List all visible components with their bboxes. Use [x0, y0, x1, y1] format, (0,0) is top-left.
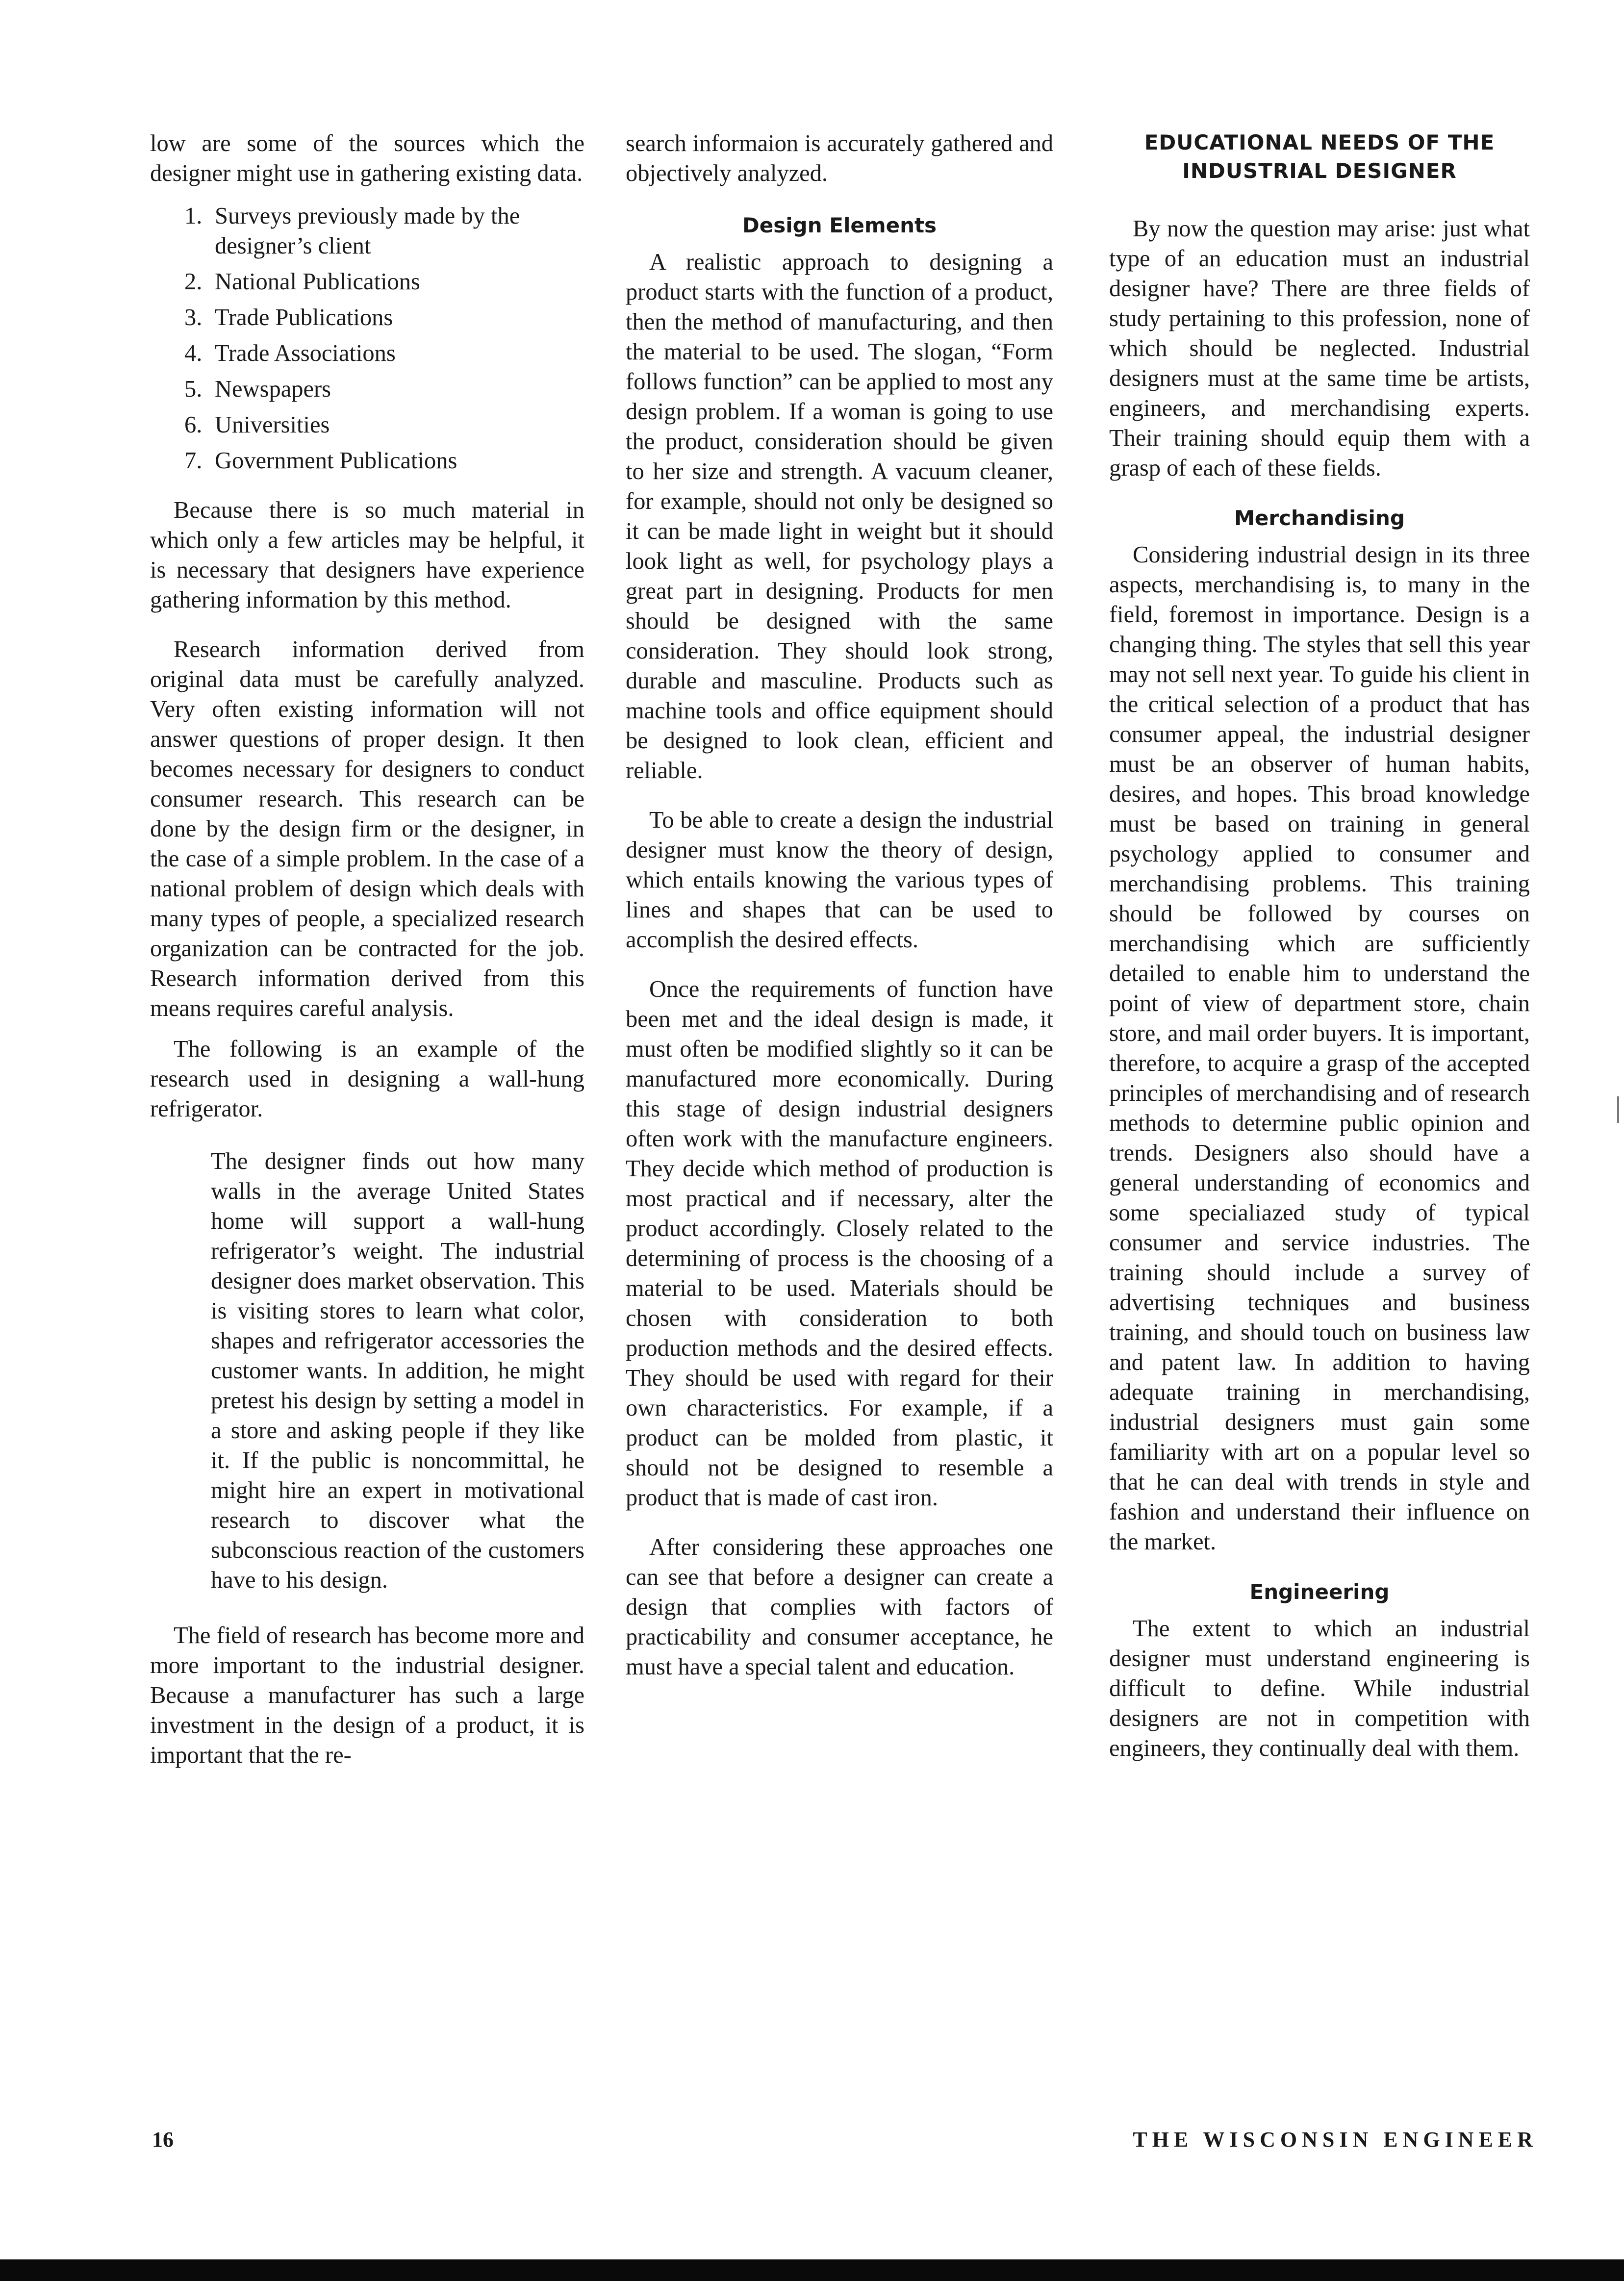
list-number: 3. [184, 304, 203, 330]
paragraph: Research information derived from original data must be carefully analyzed. Very often existing information will not answer questions of proper design. It then becomes necessary for designers to conduct consumer research. This research can be done by the design firm or the designer, in the case of a simple problem. In the case of a national problem of design which deals with many types of people, a specialized research organization can be contracted for the job. Research information derived from this means requires careful analysis. [150, 636, 584, 1021]
list-item [184, 446, 584, 476]
list-number: 6. [184, 412, 203, 438]
publication-title: THE WISCONSIN ENGINEER [1133, 2128, 1538, 2152]
section-heading-merchandising: Merchandising [1234, 506, 1405, 530]
paragraph: The field of research has become more and more important to the industrial designer. Because a manufacturer has such a large investment in the design of a product, it is important that the re- [150, 1622, 584, 1768]
paragraph: Considering industrial design in its three aspects, merchandising is, to many in the field, foremost in importance. Design is a changing thing. The styles that sell this year may not sell next year. To guide his client in the critical selection of a product that has consumer appeal, the industrial designer must be an observer of human habits, desires, and hopes. This broad knowledge must be based on training in general psychology applied to consumer and merchandising problems. This training should be followed by courses on merchandising which are sufficiently detailed to enable him to understand the point of view of department store, chain store, and mail order buyers. It is important, therefore, to acquire a grasp of the accepted principles of merchandising and of research methods to determine public opinion and trends. Designers also should have a general understanding of economics and some specialiazed study of typical consumer and service industries. The training should include a survey of advertising techniques and business training, and should touch on business law and patent law. In addition to having adequate training in merchandising, industrial designers must gain some familiarity with art on a popular level so that he can deal with trends in style and fashion and understand their influence on the market. [1109, 542, 1530, 1555]
list-number: 2. [184, 269, 203, 295]
paragraph-intro: low are some of the sources which the designer might use in gathering existing data. [150, 130, 584, 186]
list-item [184, 410, 584, 440]
paragraph: A realistic approach to designing a product starts with the function of a product, then the method of manufacturing, and then the material to be used. The slogan, “Form follows function” can be applied to most any design problem. If a woman is going to use the product, consideration should be given to her size and strength. A vacuum cleaner, for example, should not only be designed so it can be made light in weight but it should look light as well, for psychology plays a great part in designing. Products for men should be designed with the same consideration. They should look strong, durable and masculine. Products such as machine tools and office equipment should be designed to look clean, efficient and reliable. [626, 249, 1053, 784]
list-item [184, 267, 584, 297]
paragraph: Once the requirements of function have been met and the ideal design is made, it must often be modified slightly so it can be manufactured more economically. During this stage of design industrial designers often work with the manufacture engineers. They decide which method of production is most practical and if necessary, alter the product accordingly. Closely related to the determining of process is the choosing of a material to be used. Materials should be chosen with consideration to both production methods and the desired effects. They should be used with regard for their own characteristics. For example, if a product can be molded from plastic, it should not be designed to resemble a product that is made of cast iron. [626, 976, 1053, 1511]
list-text: Newspapers [215, 376, 331, 402]
list-number: 7. [184, 448, 203, 474]
article-section-title: EDUCATIONAL NEEDS OF THE INDUSTRIAL DESIGNER [1144, 130, 1495, 183]
paragraph: To be able to create a design the industrial designer must know the theory of design, which entails knowing the various types of lines and shapes that can be used to accomplish the desired effects. [626, 807, 1053, 953]
list-item [184, 201, 584, 261]
list-item [184, 374, 584, 404]
section-heading-engineering: Engineering [1249, 1580, 1390, 1604]
list-text: Government Publications [215, 448, 457, 474]
list-text: Trade Associations [215, 340, 396, 366]
column-left [150, 128, 584, 1790]
page-number: 16 [152, 2128, 174, 2152]
list-item [184, 303, 584, 332]
list-number: 1. [184, 203, 203, 229]
sources-list [150, 201, 584, 476]
scan-bottom-border [0, 2259, 1624, 2281]
list-number: 4. [184, 340, 203, 366]
paragraph: By now the question may arise: just what type of an education must an industrial designer have? There are three fields of study pertaining to this profession, none of which should be neglected. Industrial designers must at the same time be artists, engineers, and merchandising experts. Their training should equip them with a grasp of each of these fields. [1109, 216, 1530, 481]
paragraph: The following is an example of the research used in designing a wall-hung refrigerator. [150, 1036, 584, 1122]
list-text: Universities [215, 412, 330, 438]
list-item [184, 338, 584, 368]
list-text: Trade Publications [215, 304, 393, 330]
column-middle [626, 128, 1053, 1701]
section-heading-design-elements: Design Elements [742, 213, 937, 237]
list-text: National Publications [215, 269, 420, 295]
list-number: 5. [184, 376, 203, 402]
column-right [1109, 128, 1530, 1783]
scan-edge-mark [1617, 1096, 1619, 1123]
paragraph: After considering these approaches one can see that before a designer can create a design that complies with factors of practicability and consumer acceptance, he must have a special talent and education. [626, 1534, 1053, 1680]
example-block: The designer finds out how many walls in the average United States home will support a wall-hung refrigerator’s weight. The industrial designer does market observation. This is visiting stores to learn what color, shapes and refrigerator accessories the customer wants. In addition, he might pretest his design by setting a model in a store and asking people if they like it. If the public is noncommittal, he might hire an expert in motivational research to discover what the subconscious reaction of the customers have to his design. [211, 1148, 584, 1593]
paragraph: Because there is so much material in which only a few articles may be helpful, it is necessary that designers have experience gathering information by this method. [150, 497, 584, 613]
list-text: Surveys previously made by the designer’s client [215, 203, 520, 259]
paragraph: The extent to which an industrial designer must understand engineering is difficult to define. While industrial designers are not in competition with engineers, they continually deal with them. [1109, 1616, 1530, 1761]
paragraph-continued: search informaion is accurately gathered and objectively analyzed. [626, 130, 1053, 186]
